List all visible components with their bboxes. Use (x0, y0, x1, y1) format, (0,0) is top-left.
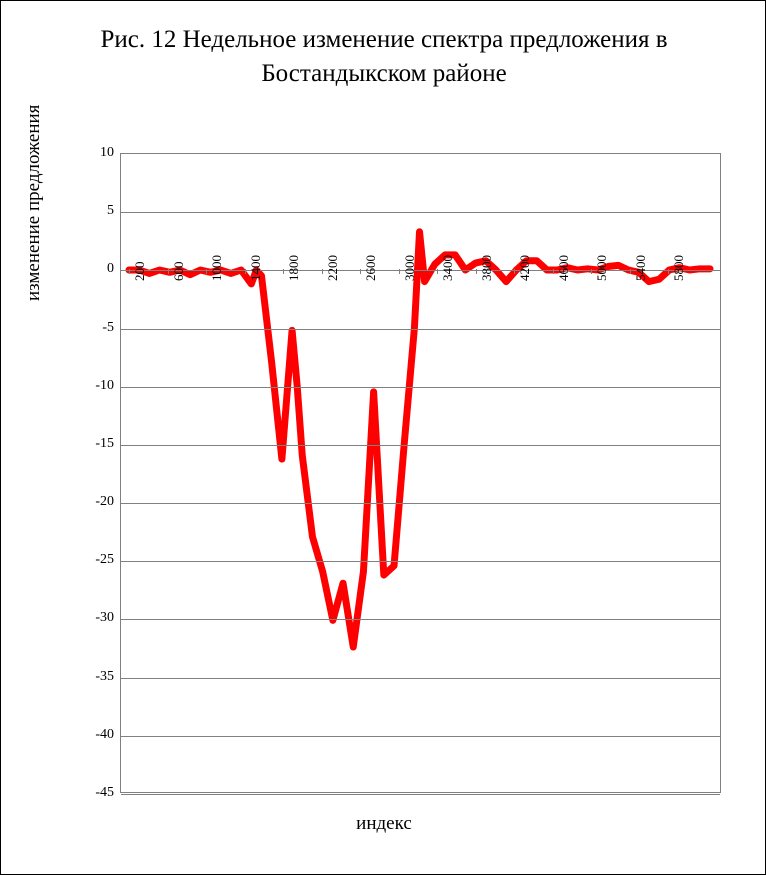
gridline (121, 794, 720, 795)
x-tick-label: 1800 (286, 255, 302, 282)
plot-area (120, 153, 721, 793)
gridline (121, 619, 720, 620)
x-tick-label: 3800 (478, 255, 494, 282)
x-tick-label: 3000 (401, 255, 417, 282)
y-tick-label: -45 (95, 785, 114, 800)
y-axis-title: изменение предложения (23, 104, 44, 301)
y-tick-label: 5 (107, 203, 114, 219)
gridline (121, 387, 720, 388)
x-tick-mark (630, 269, 631, 274)
series-line (129, 232, 710, 647)
y-tick-label: -10 (95, 377, 114, 393)
x-tick-label: 3400 (440, 255, 456, 282)
x-tick-mark (245, 269, 246, 274)
x-tick-label: 2600 (363, 255, 379, 282)
x-tick-mark (360, 269, 361, 274)
x-tick-label: 2200 (324, 255, 340, 282)
x-tick-label: 600 (170, 261, 186, 282)
gridline (121, 445, 720, 446)
y-tick-label: -30 (95, 610, 114, 626)
y-tick-label: -15 (95, 435, 114, 451)
x-tick-mark (283, 269, 284, 274)
page-title: Рис. 12 Недельное изменение спектра предложения в Бостандыкском районе (100, 26, 668, 87)
x-tick-label: 5800 (671, 255, 687, 282)
y-tick-label: 0 (107, 261, 114, 277)
gridline (121, 561, 720, 562)
x-tick-mark (591, 269, 592, 274)
y-tick-label: 10 (100, 145, 114, 160)
gridline (121, 736, 720, 737)
x-tick-mark (206, 269, 207, 274)
x-tick-mark (129, 269, 130, 274)
y-tick-label: -40 (95, 726, 114, 742)
x-tick-label: 5400 (632, 255, 648, 282)
gridline (121, 329, 720, 330)
x-tick-label: 5000 (594, 255, 610, 282)
x-tick-label: 200 (132, 261, 147, 282)
x-tick-mark (514, 269, 515, 274)
gridline (121, 678, 720, 679)
x-tick-mark (553, 269, 554, 274)
gridline (121, 503, 720, 504)
x-tick-mark (322, 269, 323, 274)
x-tick-label: 4200 (517, 255, 533, 282)
x-tick-label: 1000 (209, 255, 225, 282)
y-tick-label: -5 (102, 319, 114, 335)
y-tick-label: -25 (95, 552, 114, 568)
x-tick-mark (437, 269, 438, 274)
x-tick-mark (168, 269, 169, 274)
y-tick-label: -35 (95, 668, 114, 684)
x-tick-mark (668, 269, 669, 274)
x-axis-title: индекс (356, 813, 412, 834)
y-tick-label: -20 (95, 494, 114, 510)
x-tick-mark (476, 269, 477, 274)
x-tick-mark (399, 269, 400, 274)
x-tick-label: 1400 (247, 255, 263, 282)
series-line-chart (121, 154, 720, 792)
gridline (121, 212, 720, 213)
x-tick-label: 4600 (555, 255, 571, 282)
